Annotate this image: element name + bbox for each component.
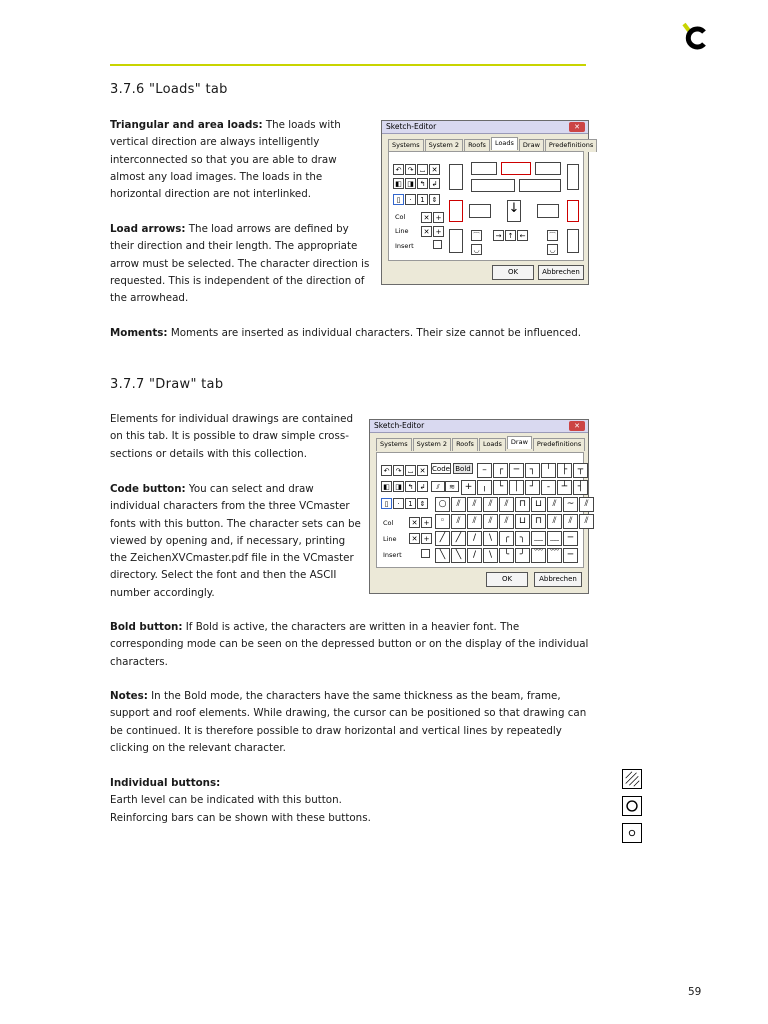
triangle-load-vertical-icon[interactable] [449, 164, 463, 190]
tab-systems[interactable]: Systems [376, 438, 412, 451]
corner-top-right-icon[interactable]: ┐ [525, 463, 540, 478]
area-load-icon[interactable] [501, 162, 531, 175]
glyph-f-icon[interactable]: ⊓ [531, 514, 546, 529]
hatch-f-icon[interactable]: ⊔ [531, 497, 546, 512]
loads-panel [388, 151, 584, 261]
glyph-b-icon[interactable]: ⫽ [467, 514, 482, 529]
dot-field-icon[interactable]: · [405, 194, 416, 205]
spin-arrows-icon[interactable]: ⇕ [417, 498, 428, 509]
page-number: 59 [688, 986, 702, 998]
spin-value[interactable]: 1 [405, 498, 416, 509]
glyph-row-5 [435, 531, 579, 546]
line-label: Line [395, 227, 409, 235]
glyph-e-icon[interactable]: ⊔ [515, 514, 530, 529]
earth-level-icon [622, 769, 642, 789]
tab-roofs[interactable]: Roofs [464, 139, 490, 152]
tab-system-2[interactable]: System 2 [425, 139, 463, 152]
arrow-down-load-icon[interactable]: ↓ [507, 200, 521, 222]
slope-steep-back-2-icon[interactable]: \ [483, 548, 498, 563]
draw-paragraph-notes: Notes: In the Bold mode, the characters have the same thickness as the beam, frame, support and roof elements. While drawing, the cursor can be positioned so that drawing can be continued. It is therefore possible to draw horizontal and vertical lines by repeatedly clicking on the relevant character. [110, 690, 587, 754]
glyph-c-icon[interactable]: ⫽ [483, 514, 498, 529]
erase-icon[interactable]: ⌴ [417, 164, 428, 175]
moment-right-icon[interactable] [537, 204, 559, 218]
move-right-icon[interactable]: ◨ [393, 481, 404, 492]
curve-c-icon[interactable]: ╰ [499, 548, 514, 563]
triangle-load-left-icon[interactable] [471, 162, 497, 175]
back-icon[interactable]: ↰ [405, 481, 416, 492]
delete-icon[interactable]: ✕ [429, 164, 440, 175]
header-rule [110, 64, 586, 66]
hatch-e-icon[interactable]: ⊓ [515, 497, 530, 512]
term-code-button: Code button: [110, 483, 186, 495]
line-add-icon[interactable]: + [433, 226, 444, 237]
arrow-right-load-icon[interactable] [567, 200, 579, 222]
term-individual-buttons: Individual buttons: [110, 777, 221, 789]
glyph-row-2 [461, 480, 589, 495]
hatch-i-icon[interactable]: ⫽ [579, 497, 594, 512]
tab-draw[interactable]: Draw [507, 436, 532, 449]
slope-up-2-icon[interactable]: ╱ [451, 531, 466, 546]
corner-bottom-right-icon[interactable]: ┘ [525, 480, 540, 495]
slope-up-icon[interactable]: ╱ [435, 531, 450, 546]
tab-roofs[interactable]: Roofs [452, 438, 478, 451]
loads-paragraph-moments: Moments: Moments are inserted as individual characters. Their size cannot be influenced. [110, 327, 582, 339]
line-remove-icon[interactable]: ✕ [409, 533, 420, 544]
tab-systems[interactable]: Systems [388, 139, 424, 152]
term-moments: Moments: [110, 327, 168, 339]
tab-loads[interactable]: Loads [491, 137, 518, 150]
arrow-up-icon[interactable]: ↑ [505, 230, 516, 241]
col-remove-icon[interactable]: ✕ [421, 212, 432, 223]
move-left-icon[interactable]: ◧ [393, 178, 404, 189]
dialog-titlebar: Sketch-Editor ✕ [370, 420, 588, 433]
ok-button[interactable]: OK [492, 265, 534, 280]
col-label: Col [383, 519, 394, 527]
cursor-field-icon[interactable]: ▯ [381, 498, 392, 509]
line-remove-icon[interactable]: ✕ [421, 226, 432, 237]
corner-bottom-left-icon[interactable]: └ [493, 480, 508, 495]
back-icon[interactable]: ↰ [417, 178, 428, 189]
line-label: Line [383, 535, 397, 543]
sketch-editor-draw-dialog [369, 419, 589, 594]
rebar-small-circle-icon [622, 823, 642, 843]
line-rise-icon[interactable]: ﹋ [531, 548, 546, 563]
tick-short-icon[interactable]: ╷ [477, 480, 492, 495]
arc-bottom-right-icon[interactable]: ◡ [547, 244, 558, 255]
draw-paragraph-intro: Elements for individual drawings are contained on this tab. It is possible to draw simple cross-sections or details with this collection. [110, 413, 354, 460]
hatch-b-icon[interactable]: ⫽ [467, 497, 482, 512]
erase-icon[interactable]: ⌴ [405, 465, 416, 476]
move-left-icon[interactable]: ◧ [381, 481, 392, 492]
spin-value[interactable]: 1 [417, 194, 428, 205]
triangle-load-right-icon[interactable] [535, 162, 561, 175]
triangle-load-down-icon[interactable] [567, 229, 579, 253]
insert-label: Insert [383, 551, 402, 559]
cross-icon[interactable]: + [461, 480, 476, 495]
tee-right-icon[interactable]: ┤ [573, 480, 588, 495]
line-horizontal-icon[interactable]: ─ [509, 463, 524, 478]
col-add-icon[interactable]: + [421, 517, 432, 528]
insert-checkbox[interactable] [433, 240, 442, 249]
loads-paragraph-triangular: Triangular and area loads: The loads with vertical direction are always intelligently interconnected so that you are able to draw almost any load images. The loads in the horizontal direction are not interlinked. [110, 119, 341, 201]
slope-down-icon[interactable]: ╲ [435, 548, 450, 563]
glyph-h-icon[interactable]: ⫽ [563, 514, 578, 529]
col-label: Col [395, 213, 406, 221]
undo-icon[interactable]: ↶ [381, 465, 392, 476]
ok-button[interactable]: OK [486, 572, 528, 587]
slope-steep-icon[interactable]: / [467, 531, 482, 546]
enter-icon[interactable]: ↲ [417, 481, 428, 492]
loads-heading: 3.7.6 "Loads" tab [110, 82, 228, 97]
arc-top-right-icon[interactable]: ⌒ [549, 232, 556, 240]
tee-down-icon[interactable]: ┬ [573, 463, 588, 478]
tab-loads[interactable]: Loads [479, 438, 506, 451]
rebar-circle-icon [622, 796, 642, 816]
glyph-row-3 [435, 497, 595, 512]
line-add-icon[interactable]: + [421, 533, 432, 544]
close-icon[interactable]: ✕ [569, 421, 585, 431]
cursor-field-icon[interactable]: ▯ [393, 194, 404, 205]
insert-label: Insert [395, 242, 414, 250]
arc-top-left-icon[interactable]: ⌒ [473, 232, 480, 240]
code-button[interactable]: Code [432, 465, 450, 473]
delete-icon[interactable]: ✕ [417, 465, 428, 476]
col-add-icon[interactable]: + [433, 212, 444, 223]
dot-field-icon[interactable]: · [393, 498, 404, 509]
tab-draw[interactable]: Draw [519, 139, 544, 152]
glyph-d-icon[interactable]: ⫽ [499, 514, 514, 529]
hatch-g-icon[interactable]: ⫽ [547, 497, 562, 512]
earth-level-icon[interactable]: ≋ [445, 481, 459, 492]
close-icon[interactable]: ✕ [569, 122, 585, 132]
glyph-a-icon[interactable]: ⫽ [451, 514, 466, 529]
small-circle-icon[interactable]: ◦ [435, 514, 450, 529]
company-logo-icon [680, 22, 708, 52]
term-load-arrows: Load arrows: [110, 223, 186, 235]
slope-steep-back-icon[interactable]: \ [483, 531, 498, 546]
curve-d-icon[interactable]: ╯ [515, 548, 530, 563]
move-right-icon[interactable]: ◨ [405, 178, 416, 189]
area-load-wide-icon[interactable] [471, 179, 515, 192]
glyph-row-4 [435, 514, 595, 529]
enter-icon[interactable]: ↲ [429, 178, 440, 189]
tee-up-icon[interactable]: ┴ [557, 480, 572, 495]
arrow-left-icon[interactable]: ← [517, 230, 528, 241]
term-notes: Notes: [110, 690, 148, 702]
glyph-row-1 [477, 463, 589, 478]
line-rise-2-icon[interactable]: ﹋ [547, 548, 562, 563]
moment-left-icon[interactable] [469, 204, 491, 218]
line-vertical-icon[interactable]: │ [509, 480, 524, 495]
corner-top-left-icon[interactable]: ┌ [493, 463, 508, 478]
slope-steep-2-icon[interactable]: / [467, 548, 482, 563]
draw-heading: 3.7.7 "Draw" tab [110, 377, 224, 392]
redo-icon[interactable]: ↷ [393, 465, 404, 476]
curve-b-icon[interactable]: ╮ [515, 531, 530, 546]
dialog-titlebar: Sketch-Editor ✕ [382, 121, 588, 134]
triangle-load-side-icon[interactable] [567, 164, 579, 190]
hatch-h-icon[interactable]: ~ [563, 497, 578, 512]
bold-button[interactable]: Bold [453, 463, 473, 474]
line-rise-3-icon[interactable]: ─ [563, 548, 578, 563]
spin-arrows-icon[interactable]: ⇕ [429, 194, 440, 205]
slope-down-2-icon[interactable]: ╲ [451, 548, 466, 563]
draw-paragraph-code: Code button: You can select and draw individual characters from the three VCmaster fonts with this button. The character sets can be viewed by opening and, if necessary, printing the ZeichenXVCmaster.pdf file in the VCmaster directory. Select the font and then the ASCII number accordingly. [110, 483, 361, 599]
loads-paragraph-arrows: Load arrows: The load arrows are defined by their direction and their length. The appropriate arrow must be selected. The character direction is requested. This is independent of the direction of the arrowhead. [110, 223, 370, 305]
parabolic-load-icon[interactable] [519, 179, 561, 192]
draw-paragraph-individual: Individual buttons: Earth level can be indicated with this button. Reinforcing bars can be shown with these buttons. [110, 777, 371, 824]
dash-icon[interactable]: – [477, 463, 492, 478]
dash-short-icon[interactable]: - [541, 480, 556, 495]
arrow-left-load-icon[interactable] [449, 200, 463, 222]
tab-predefinitions[interactable]: Predefinitions [545, 139, 597, 152]
tab-system-2[interactable]: System 2 [413, 438, 451, 451]
circle-icon[interactable]: ○ [435, 497, 450, 512]
tee-left-icon[interactable]: ├ [557, 463, 572, 478]
draw-paragraph-bold: Bold button: If Bold is active, the characters are written in a heavier font. The corresponding mode can be seen on the depressed button or on the display of the individual characters. [110, 621, 589, 668]
arrow-up-small-icon[interactable] [449, 229, 463, 253]
hatch-icon[interactable]: ⫽ [431, 481, 445, 492]
undo-icon[interactable]: ↶ [393, 164, 404, 175]
redo-icon[interactable]: ↷ [405, 164, 416, 175]
tab-bar [376, 438, 586, 451]
term-bold-button: Bold button: [110, 621, 183, 633]
line-dip-icon[interactable]: ﹏ [531, 531, 546, 546]
glyph-i-icon[interactable]: ⫽ [579, 514, 594, 529]
line-dip-3-icon[interactable]: ─ [563, 531, 578, 546]
tick-vertical-icon[interactable]: ╵ [541, 463, 556, 478]
tab-predefinitions[interactable]: Predefinitions [533, 438, 585, 451]
insert-checkbox[interactable] [421, 549, 430, 558]
draw-panel [376, 452, 589, 568]
hatch-c-icon[interactable]: ⫽ [483, 497, 498, 512]
cancel-button[interactable]: Abbrechen [534, 572, 582, 587]
hatch-d-icon[interactable]: ⫽ [499, 497, 514, 512]
arrow-right-icon[interactable]: → [493, 230, 504, 241]
glyph-g-icon[interactable]: ⫽ [547, 514, 562, 529]
col-remove-icon[interactable]: ✕ [409, 517, 420, 528]
term-triangular: Triangular and area loads: [110, 119, 263, 131]
sketch-editor-loads-dialog [381, 120, 594, 285]
glyph-row-6 [435, 548, 579, 563]
curve-a-icon[interactable]: ╭ [499, 531, 514, 546]
hatch-a-icon[interactable]: ⫽ [451, 497, 466, 512]
arc-bottom-left-icon[interactable]: ◡ [471, 244, 482, 255]
cancel-button[interactable]: Abbrechen [538, 265, 584, 280]
line-dip-2-icon[interactable]: ﹏ [547, 531, 562, 546]
